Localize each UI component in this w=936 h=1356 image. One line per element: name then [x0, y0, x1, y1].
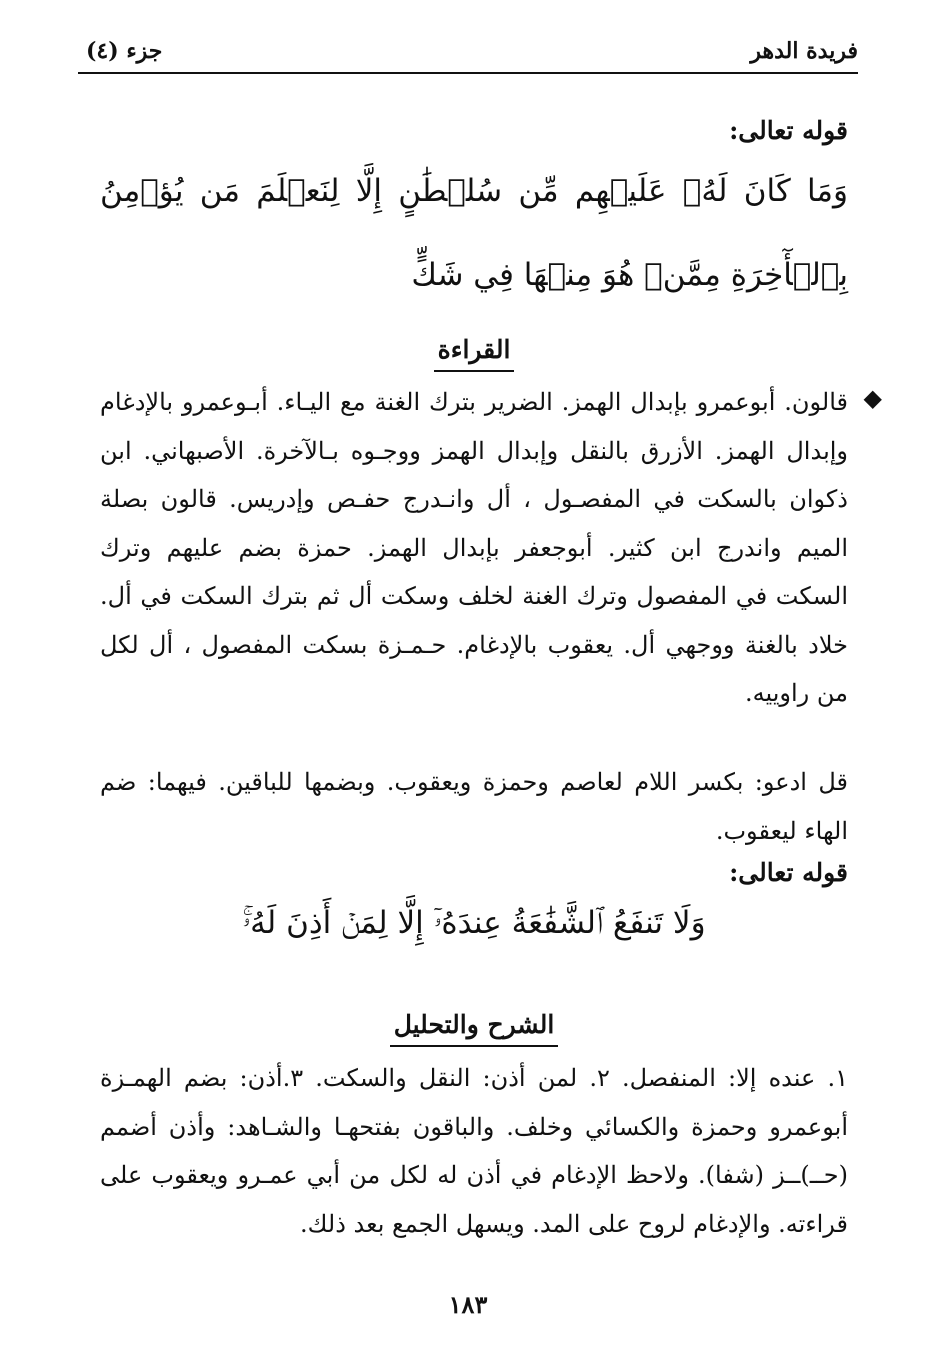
book-title: فريدة الدهر	[750, 38, 858, 64]
reading-heading	[100, 335, 848, 372]
explanation-paragraph: ١. عنده إلا: المنفصل. ٢. لمن أذن: النقل والسكت. ٣.أذن: بضم الهمـزة أبوعمرو وحمزة والكسائي وخلف. والباقون بفتحهـا والشـاهد: وأذن أضمم (حــ)ــز (شفا). ولاحظ الإدغام في أذن له لكل من أبي عمـرو ويعقوب على قراءته. والإدغام لروح على المد. ويسهل الجمع بعد ذلك.	[100, 1064, 848, 1238]
note-section	[100, 758, 848, 855]
part-number: جزء (٤)	[86, 38, 163, 64]
quran-verse: وَلَا تَنفَعُ ٱلشَّفَٰعَةُ عِندَهُۥٓ إِلَّا لِمَنۡ أَذِنَ لَهُۥۚ	[242, 905, 706, 941]
explanation-section	[100, 1054, 848, 1248]
verse-intro-label: قوله تعالى:	[729, 858, 848, 887]
quran-verse: وَمَا كَانَ لَهُۥ عَلَيۡهِم مِّن سُلۡطَٰنٍ إِلَّا لِنَعۡلَمَ مَن يُؤۡمِنُ بِٱلۡأٓخِرَةِ مِمَّنۡ هُوَ مِنۡهَا فِي شَكٍّ	[100, 173, 848, 293]
diamond-bullet-icon: ◆	[863, 384, 882, 412]
explanation-heading	[100, 1010, 848, 1047]
explanation-heading-block	[100, 1010, 848, 1047]
page-header	[78, 38, 858, 72]
reading-heading-block	[100, 335, 848, 372]
verse-section-1	[100, 116, 848, 317]
verse-intro-label: قوله تعالى:	[729, 116, 848, 145]
explanation-heading-text: الشرح والتحليل	[390, 1010, 559, 1047]
reading-paragraph: قالون. أبوعمرو بإبدال الهمز. الضرير بترك الغنة مع اليـاء. أبـوعمرو بالإدغام وإبدال الهمز. الأزرق بالنقل وإبدال الهمز ووجـوه بـالآخرة. الأصبهاني. ابن ذكوان بالسكت في المفصـول ، أل وانـدرج حفـص وإدريس. قالون بصلة الميم واندرج ابن كثير. أبوجعفر بإبدال الهمز. حمزة بضم عليهم وترك السكت في المفصول وترك الغنة لخلف وسكت أل ثم بترك السكت في أل. خلاد بالغنة ووجهي أل. يعقوب بالإدغام. حـمـزة بسكت المفصول ، أل لكل من راوييه.	[100, 388, 848, 707]
note-paragraph: قل ادعو: بكسر اللام لعاصم وحمزة ويعقوب. وبضمها للباقين. فيهما: ضم الهاء ليعقوب.	[100, 768, 848, 845]
page-number: ١٨٣	[448, 1290, 488, 1319]
verse-section-2	[100, 858, 848, 959]
header-divider	[78, 72, 858, 74]
reading-section	[100, 378, 882, 718]
reading-heading-text: القراءة	[434, 335, 515, 372]
